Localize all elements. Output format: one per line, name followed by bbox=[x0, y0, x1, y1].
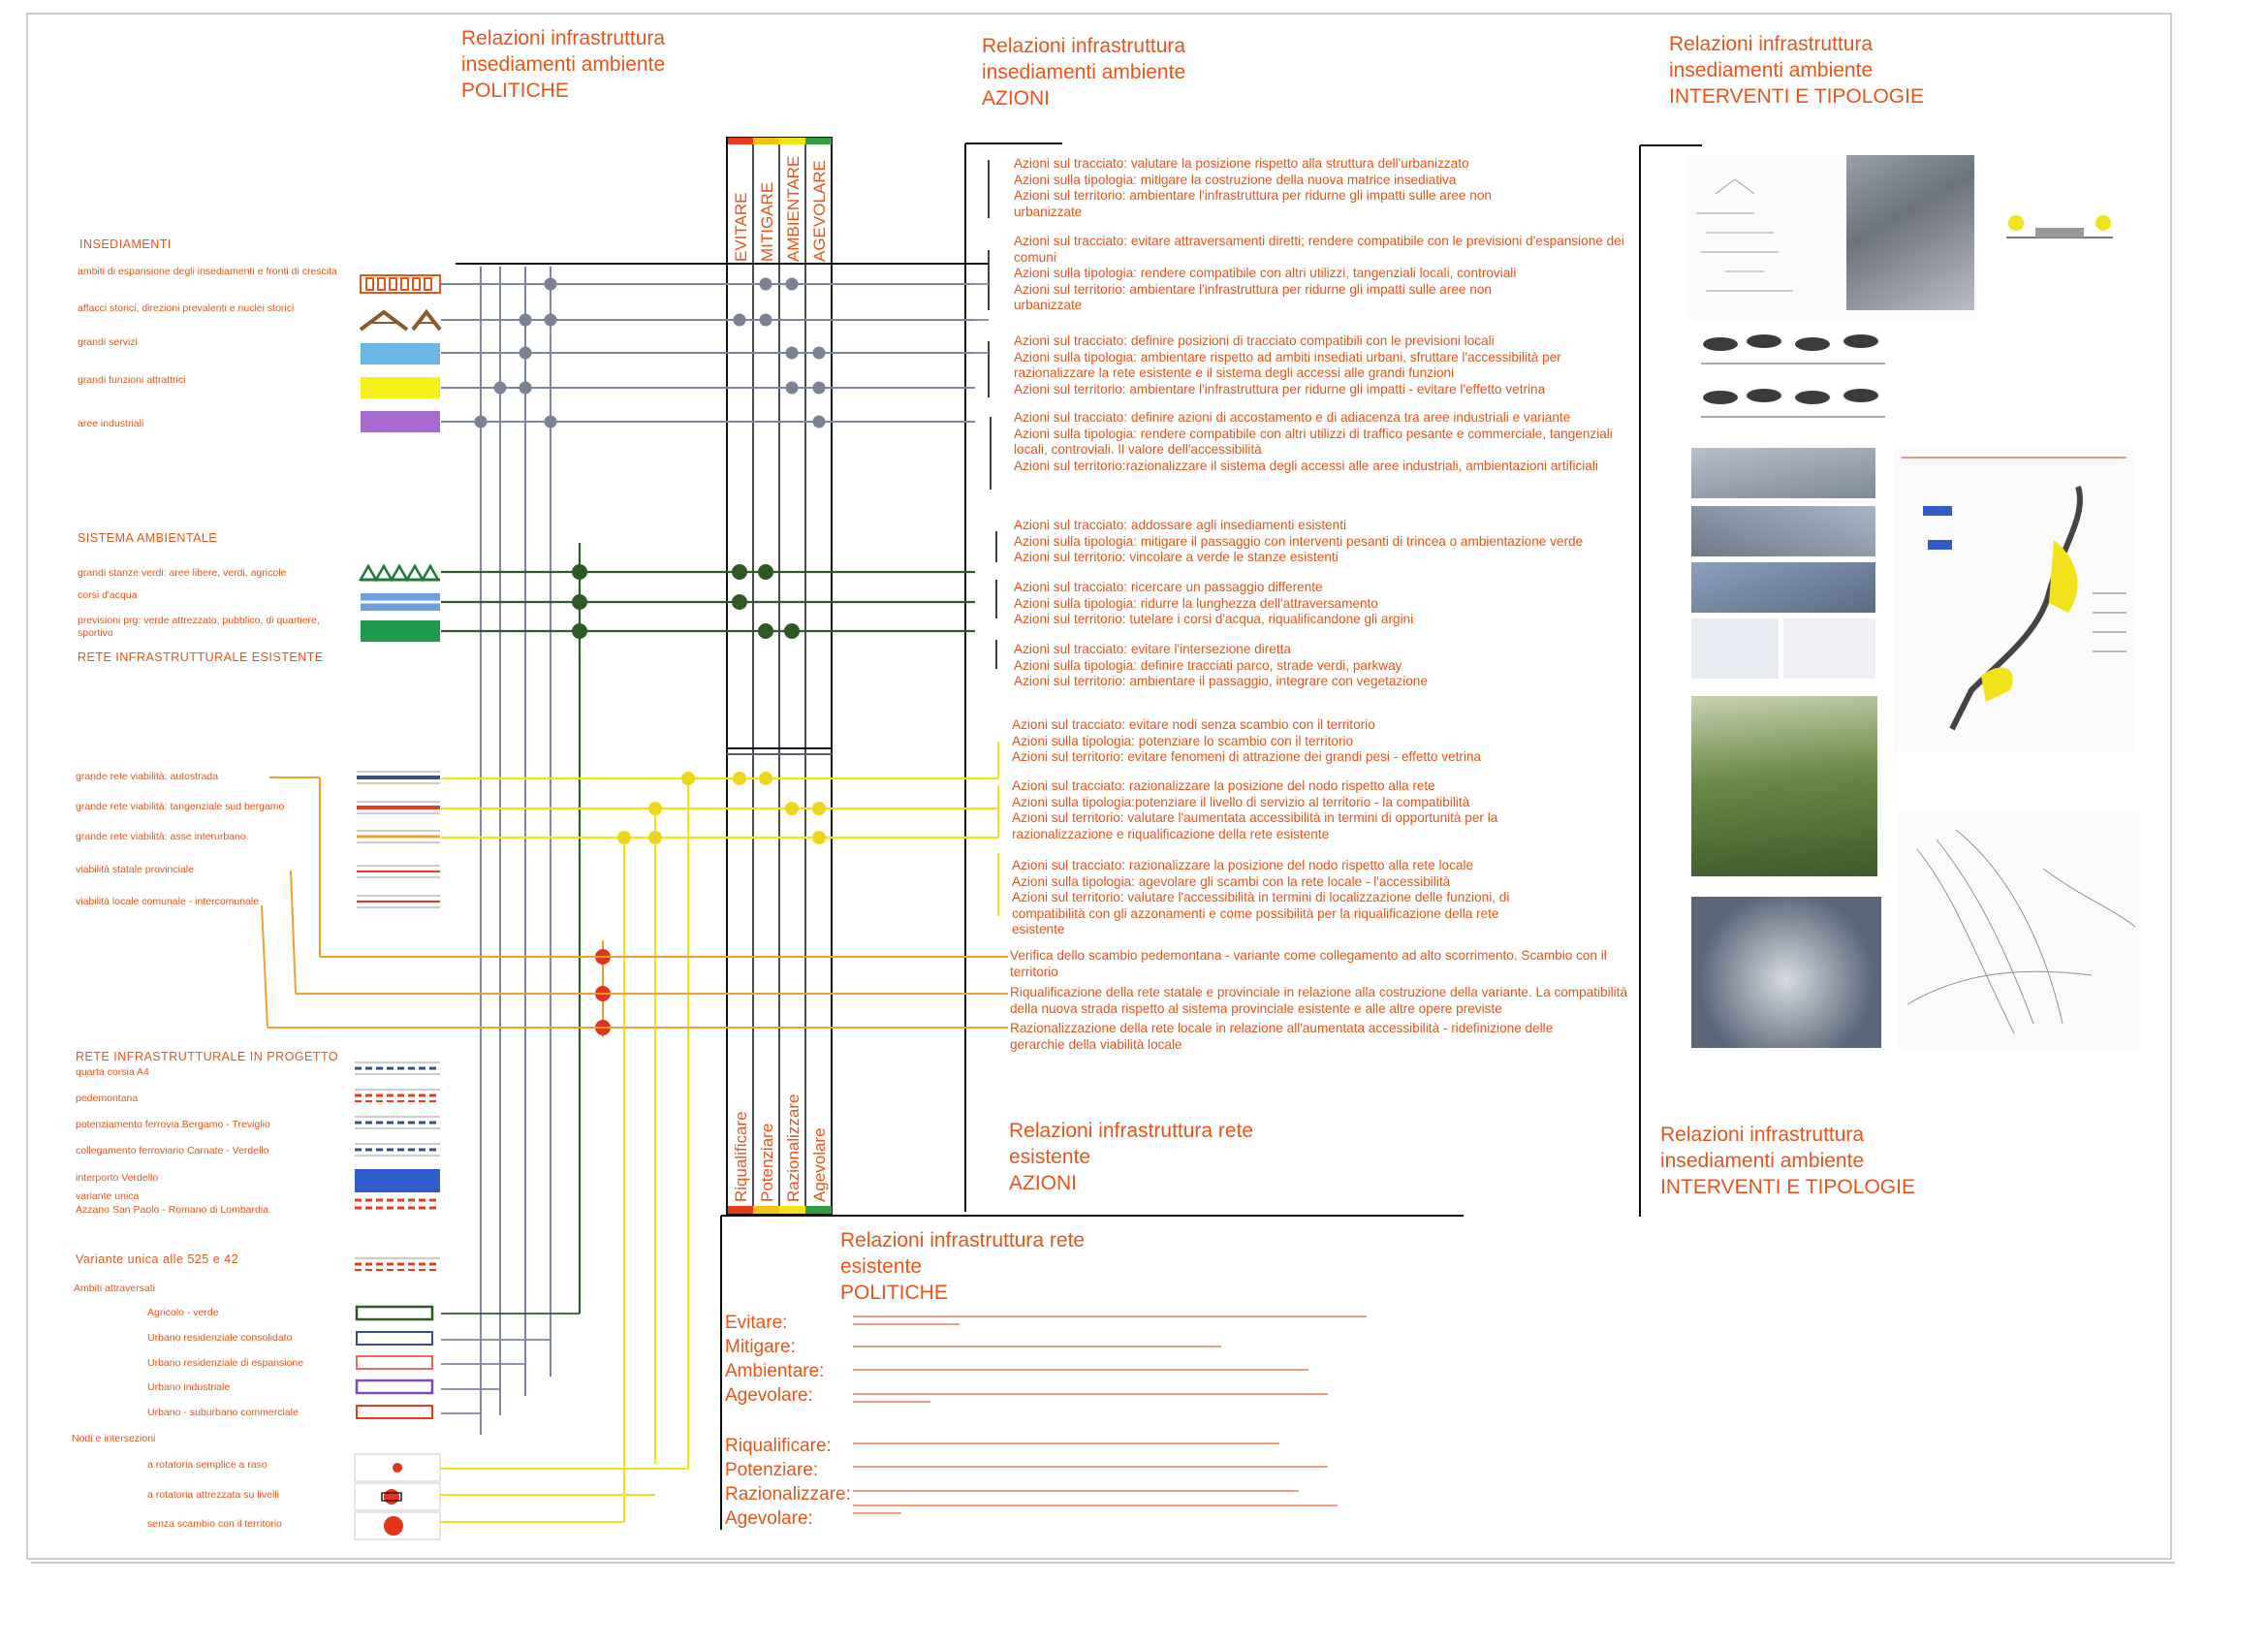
header-line: Relazioni infrastruttura rete bbox=[840, 1229, 1086, 1252]
action-line: Azioni sul territorio: ambientare l'infrastruttura per ridurne gli impatti - evitare l'effetto vetrina bbox=[1014, 381, 1546, 396]
node bbox=[786, 278, 799, 291]
swatch-espansione bbox=[361, 275, 440, 293]
action-block bbox=[1010, 948, 1630, 980]
node bbox=[812, 802, 826, 815]
action-line: Azioni sulla tipologia: definire tracciati parco, strade verdi, parkway bbox=[1014, 657, 1402, 673]
swatch-previsioni-prg bbox=[361, 620, 440, 642]
swatch-interporto bbox=[355, 1169, 440, 1192]
swatch-agricolo bbox=[357, 1307, 432, 1319]
politica-term: Potenziare: bbox=[725, 1460, 819, 1480]
legend-item: Azzano San Paolo - Romano di Lombardia bbox=[76, 1204, 269, 1216]
node bbox=[758, 564, 773, 580]
action-line: Azioni sul territorio: valutare l'accessibilità in termini di localizzazione delle funzioni, di compatibilità con gli azzonamenti e come possibilità per la riqualificazione della rete esistente bbox=[1012, 890, 1510, 937]
swatch-ferrovia-bergamo-treviglio bbox=[355, 1117, 440, 1128]
legend-item: interporto Verdello bbox=[76, 1172, 159, 1184]
action-line: Verifica dello scambio pedemontana - variante come collegamento ad alto scorrimento. Scambio con il territorio bbox=[1010, 948, 1607, 979]
column-color-potenziare bbox=[753, 1206, 779, 1214]
node bbox=[681, 772, 695, 785]
node bbox=[785, 802, 799, 815]
legend-item: previsioni prg: verde attrezzato, pubblico, di quartiere, sportivo bbox=[78, 615, 320, 639]
column-label-riqualificare: Riqualificare bbox=[732, 1111, 750, 1202]
politica-term: Agevolare: bbox=[725, 1385, 813, 1406]
legend-item: a rotatoria attrezzata su livelli bbox=[147, 1489, 279, 1501]
action-line: Azioni sul tracciato: addossare agli insediamenti esistenti bbox=[1014, 518, 1347, 532]
politica-term: Mitigare: bbox=[725, 1337, 796, 1357]
legend-item: affacci storici, direzioni prevalenti e nuclei storici bbox=[78, 302, 295, 314]
node bbox=[813, 347, 826, 360]
action-line: Azioni sulla tipologia: agevolare gli scambi con la rete locale - l'accessibilità bbox=[1012, 873, 1451, 889]
map-thumbnail bbox=[1691, 618, 1779, 679]
policy-small-text bbox=[843, 1309, 1386, 1522]
photo bbox=[1691, 506, 1875, 556]
node bbox=[760, 278, 772, 291]
node bbox=[812, 831, 826, 844]
node bbox=[733, 772, 746, 785]
node bbox=[786, 382, 799, 395]
node-icon bbox=[384, 1489, 399, 1505]
legend-item: a rotatoria semplice a raso bbox=[147, 1459, 268, 1471]
action-block bbox=[1012, 717, 1632, 766]
swatch-grandi-servizi bbox=[361, 343, 440, 364]
node bbox=[617, 831, 631, 844]
legend-title-rete-progetto: RETE INFRASTRUTTURALE IN PROGETTO bbox=[76, 1050, 339, 1063]
swatch-pedemontana bbox=[355, 1090, 440, 1101]
legend-item: grande rete viabilità: autostrada bbox=[76, 771, 219, 782]
legend-item: Agricolo - verde bbox=[147, 1307, 219, 1318]
action-line: Azioni sulla tipologia: mitigare la costruzione della nuova matrice insediativa bbox=[1014, 172, 1457, 187]
politica-term: Agevolare: bbox=[725, 1508, 813, 1529]
politica-term: Riqualificare: bbox=[725, 1436, 832, 1456]
node bbox=[572, 594, 587, 610]
swatch-variante-unica bbox=[355, 1200, 440, 1208]
action-line: Azioni sul territorio: vincolare a verde le stanze esistenti bbox=[1014, 550, 1339, 565]
politica-term: Evitare: bbox=[725, 1313, 788, 1333]
legend-item: variante unica bbox=[76, 1190, 140, 1202]
swatch-tangenziale bbox=[357, 802, 440, 813]
swatch-industriale bbox=[357, 1380, 432, 1393]
action-line: Azioni sul territorio:razionalizzare il sistema degli accessi alle aree industriali, ambientazioni artificiali bbox=[1014, 458, 1598, 473]
legend-item: senza scambio con il territorio bbox=[147, 1518, 282, 1530]
action-line: Riqualificazione della rete statale e provinciale in relazione alla costruzione della variante. La compatibilità della nuova strada rispetto al sistema provinciale esistente e alle altre opere previste bbox=[1010, 985, 1628, 1016]
action-block bbox=[1014, 518, 1634, 566]
map-thumbnail bbox=[1783, 618, 1875, 679]
action-line: Azioni sul territorio: tutelare i corsi d'acqua, riqualificandone gli argini bbox=[1014, 612, 1414, 627]
politica-term: Ambientare: bbox=[725, 1361, 825, 1381]
legend-item: viabilità statale provinciale bbox=[76, 864, 194, 875]
legend-subtitle-nodi: Nodi e intersezioni bbox=[72, 1433, 156, 1444]
action-line: Azioni sul tracciato: evitare attraversamenti diretti; rendere compatibile con le previsioni d'espansione dei comuni bbox=[1014, 234, 1624, 265]
node bbox=[648, 831, 662, 844]
node bbox=[760, 314, 772, 327]
swatch-locale-comunale bbox=[357, 896, 440, 907]
node bbox=[759, 772, 772, 785]
swatch-ferrovia-carnate-verdello bbox=[355, 1144, 440, 1156]
swatch-asse-interurbano bbox=[357, 831, 440, 842]
legend-title-insediamenti: INSEDIAMENTI bbox=[79, 238, 172, 251]
nodes-red bbox=[595, 949, 611, 1035]
header-line: INTERVENTI E TIPOLOGIE bbox=[1660, 1176, 1915, 1198]
column-color-riqualificare bbox=[728, 1206, 753, 1214]
action-block bbox=[1010, 985, 1630, 1017]
header-line: INTERVENTI E TIPOLOGIE bbox=[1669, 85, 1924, 108]
action-line: Azioni sul tracciato: valutare la posizione rispetto alla struttura dell'urbanizzato bbox=[1014, 156, 1469, 171]
action-block bbox=[1012, 858, 1632, 938]
action-block bbox=[1014, 333, 1634, 397]
action-line: Azioni sulla tipologia: potenziare lo scambio con il territorio bbox=[1012, 733, 1354, 748]
action-block bbox=[1012, 778, 1632, 842]
swatch-residenziale-espansione bbox=[357, 1356, 432, 1369]
column-label-razionalizzare: Razionalizzare bbox=[784, 1093, 803, 1202]
node bbox=[545, 278, 557, 291]
swatch-stanze-verdi bbox=[361, 566, 440, 580]
action-line: Razionalizzazione della rete locale in relazione all'aumentata accessibilità - ridefinizione delle gerarchie della viabilità locale bbox=[1010, 1021, 1554, 1052]
photo bbox=[1691, 562, 1875, 613]
header-line: AZIONI bbox=[982, 87, 1051, 110]
action-line: Azioni sulla tipologia: mitigare il passaggio con interventi pesanti di trincea o ambientazione verde bbox=[1014, 533, 1584, 549]
legend-item: Urbano residenziale di espansione bbox=[147, 1357, 304, 1369]
legend-item: grande rete viabilità: tangenziale sud bergamo bbox=[76, 801, 285, 812]
action-line: Azioni sul territorio: evitare fenomeni di attrazione dei grandi pesi - effetto vetrina bbox=[1012, 749, 1482, 765]
header-line: insediamenti ambiente bbox=[461, 53, 666, 76]
aerial-photo bbox=[1846, 155, 1974, 310]
tree-section-image bbox=[1696, 320, 1890, 427]
node bbox=[813, 416, 826, 428]
action-line: Azioni sul tracciato: ricercare un passaggio differente bbox=[1014, 580, 1323, 594]
legend-item: Urbano - suburbano commerciale bbox=[147, 1407, 299, 1418]
column-label-ambientare: AMBIENTARE bbox=[784, 155, 803, 262]
photo-interchange bbox=[1691, 897, 1881, 1048]
legend-item: ambiti di espansione degli insediamenti e fronti di crescita bbox=[78, 266, 337, 277]
node-icon bbox=[393, 1463, 402, 1473]
node bbox=[786, 347, 799, 360]
node bbox=[732, 594, 747, 610]
action-line: Azioni sul tracciato: evitare nodi senza scambio con il territorio bbox=[1012, 717, 1375, 732]
node bbox=[572, 564, 587, 580]
photo bbox=[1691, 448, 1875, 498]
header-line: Relazioni infrastruttura bbox=[982, 35, 1186, 57]
header-line: insediamenti ambiente bbox=[982, 61, 1186, 83]
swatch-quarta-corsia bbox=[355, 1062, 440, 1074]
header-line: Relazioni infrastruttura bbox=[1660, 1124, 1865, 1146]
swatch-corsi-acqua bbox=[361, 593, 440, 611]
node bbox=[520, 347, 532, 360]
action-line: Azioni sul territorio: ambientare l'infrastruttura per ridurne gli impatti sulle aree non urbanizzate bbox=[1014, 188, 1492, 219]
header-line: POLITICHE bbox=[840, 1282, 948, 1304]
legend-item: pedemontana bbox=[76, 1093, 139, 1104]
swatch-residenziale-consolidato bbox=[357, 1332, 432, 1345]
node bbox=[813, 382, 826, 395]
action-line: Azioni sul territorio: ambientare il passaggio, integrare con vegetazione bbox=[1014, 674, 1428, 689]
column-color-ambientare bbox=[779, 138, 805, 144]
action-block bbox=[1014, 234, 1634, 314]
header-line: Relazioni infrastruttura bbox=[1669, 33, 1874, 55]
plan-map-image bbox=[1894, 448, 2136, 753]
legend-item: grandi stanze verdi: aree libere, verdi, agricole bbox=[78, 567, 287, 579]
header-line: Relazioni infrastruttura bbox=[461, 27, 666, 49]
orange-link bbox=[291, 871, 296, 994]
column-label-agevolare: AGEVOLARE bbox=[810, 160, 829, 262]
legend-title-sistema-ambientale: SISTEMA AMBIENTALE bbox=[78, 531, 218, 545]
action-block bbox=[1014, 642, 1634, 690]
action-line: Azioni sulla tipologia: rendere compatibile con altri utilizzi, tangenziali locali, controviali bbox=[1014, 266, 1517, 281]
column-color-mitigare bbox=[753, 138, 779, 144]
swatch-statale-provinciale bbox=[357, 866, 440, 877]
header-line: esistente bbox=[840, 1255, 923, 1278]
column-label-agevolare-bottom: Agevolare bbox=[810, 1127, 829, 1202]
column-label-evitare: EVITARE bbox=[732, 192, 750, 262]
column-color-razionalizzare bbox=[779, 1206, 805, 1214]
legend-item: aree industriali bbox=[78, 418, 144, 429]
legend-item: quarta corsia A4 bbox=[76, 1066, 149, 1078]
action-block bbox=[1014, 156, 1634, 220]
header-line: Relazioni infrastruttura rete bbox=[1009, 1120, 1254, 1142]
action-line: Azioni sul tracciato: evitare l'intersezione diretta bbox=[1014, 642, 1291, 656]
node bbox=[758, 623, 773, 639]
action-line: Azioni sul territorio: ambientare l'infrastruttura per ridurne gli impatti sulle aree non urbanizzate bbox=[1014, 281, 1492, 313]
node bbox=[520, 382, 532, 395]
column-label-mitigare: MITIGARE bbox=[758, 181, 776, 262]
header-line: esistente bbox=[1009, 1146, 1091, 1168]
action-line: Azioni sul territorio: valutare l'aumentata accessibilità in termini di opportunità per la razionalizzazione e riqualificazione della rete esistente bbox=[1012, 810, 1498, 841]
node-icon bbox=[384, 1516, 403, 1536]
action-line: Azioni sul tracciato: razionalizzare la posizione del nodo rispetto alla rete locale bbox=[1012, 858, 1474, 872]
swatch-variante-525 bbox=[355, 1258, 440, 1270]
legend-item: corsi d'acqua bbox=[78, 589, 138, 601]
column-color-agevolare bbox=[805, 138, 832, 144]
node bbox=[732, 564, 747, 580]
header-line: insediamenti ambiente bbox=[1660, 1150, 1865, 1172]
action-block bbox=[1010, 1021, 1630, 1053]
legend-item: grandi funzioni attrattrici bbox=[78, 374, 186, 386]
node bbox=[545, 314, 557, 327]
action-line: Azioni sul tracciato: definire posizioni di tracciato compatibili con le previsioni locali bbox=[1014, 333, 1495, 348]
action-block bbox=[1014, 580, 1634, 628]
action-line: Azioni sulla tipologia:potenziare il livello di servizio al territorio - la compatibilità bbox=[1012, 794, 1470, 809]
legend-item: Urbano industriale bbox=[147, 1381, 231, 1393]
column-label-potenziare: Potenziare bbox=[758, 1123, 776, 1202]
column-color-evitare bbox=[728, 138, 753, 144]
node bbox=[734, 314, 746, 327]
legend-item: viabilità locale comunale - intercomunale bbox=[76, 896, 260, 907]
action-line: Azioni sul tracciato: definire azioni di accostamento e di adiacenza tra aree industriali e variante bbox=[1014, 410, 1571, 425]
legend-item: grandi servizi bbox=[78, 336, 138, 348]
node bbox=[648, 802, 662, 815]
node bbox=[572, 623, 587, 639]
swatch-aree-industriali bbox=[361, 411, 440, 432]
legend-item: grande rete viabilità: asse interurbano bbox=[76, 831, 246, 842]
action-line: Azioni sulla tipologia: ambientare rispetto ad ambiti insediati urbani, sfruttare l'accessibilità per razionalizzare la rete esistente e il sistema degli accessi alle grandi funzioni bbox=[1014, 349, 1561, 381]
action-line: Azioni sulla tipologia: rendere compatibile con altri utilizzi di traffico pesante e commerciale, tangenziali locali, controviali. Il valore dell'accessibilità bbox=[1014, 426, 1613, 458]
header-line: POLITICHE bbox=[461, 79, 569, 102]
swatch-affacci bbox=[361, 312, 440, 330]
legend-subtitle-ambiti: Ambiti attraversati bbox=[74, 1283, 156, 1294]
urban-plan-image bbox=[1898, 810, 2140, 1051]
header-line: insediamenti ambiente bbox=[1669, 59, 1874, 81]
legend-title-rete-esistente: RETE INFRASTRUTTURALE ESISTENTE bbox=[78, 650, 324, 664]
action-block bbox=[1014, 410, 1634, 474]
section-drawing-image bbox=[2001, 199, 2118, 267]
orange-link bbox=[262, 905, 268, 1028]
swatch-grandi-funzioni bbox=[361, 377, 440, 398]
node bbox=[784, 623, 800, 639]
node bbox=[475, 416, 488, 428]
legend-item: potenziamento ferrovia Bergamo - Treviglio bbox=[76, 1119, 270, 1130]
legend-item: Urbano residenziale consolidato bbox=[147, 1332, 293, 1344]
legend-title-variante: Variante unica alle 525 e 42 bbox=[76, 1252, 239, 1266]
photo-green-road bbox=[1691, 696, 1877, 876]
column-color-agevolare-2 bbox=[805, 1206, 832, 1214]
swatch-autostrada bbox=[357, 772, 440, 783]
action-line: Azioni sul tracciato: razionalizzare la posizione del nodo rispetto alla rete bbox=[1012, 778, 1435, 793]
node bbox=[545, 416, 557, 428]
swatch-commerciale bbox=[357, 1406, 432, 1418]
node bbox=[520, 314, 532, 327]
politica-term: Razionalizzare: bbox=[725, 1484, 851, 1505]
action-line: Azioni sulla tipologia: ridurre la lunghezza dell'attraversamento bbox=[1014, 595, 1378, 611]
legend-item: collegamento ferroviario Carnate - Verdello bbox=[76, 1145, 269, 1157]
node bbox=[494, 382, 507, 395]
header-line: AZIONI bbox=[1009, 1172, 1078, 1194]
